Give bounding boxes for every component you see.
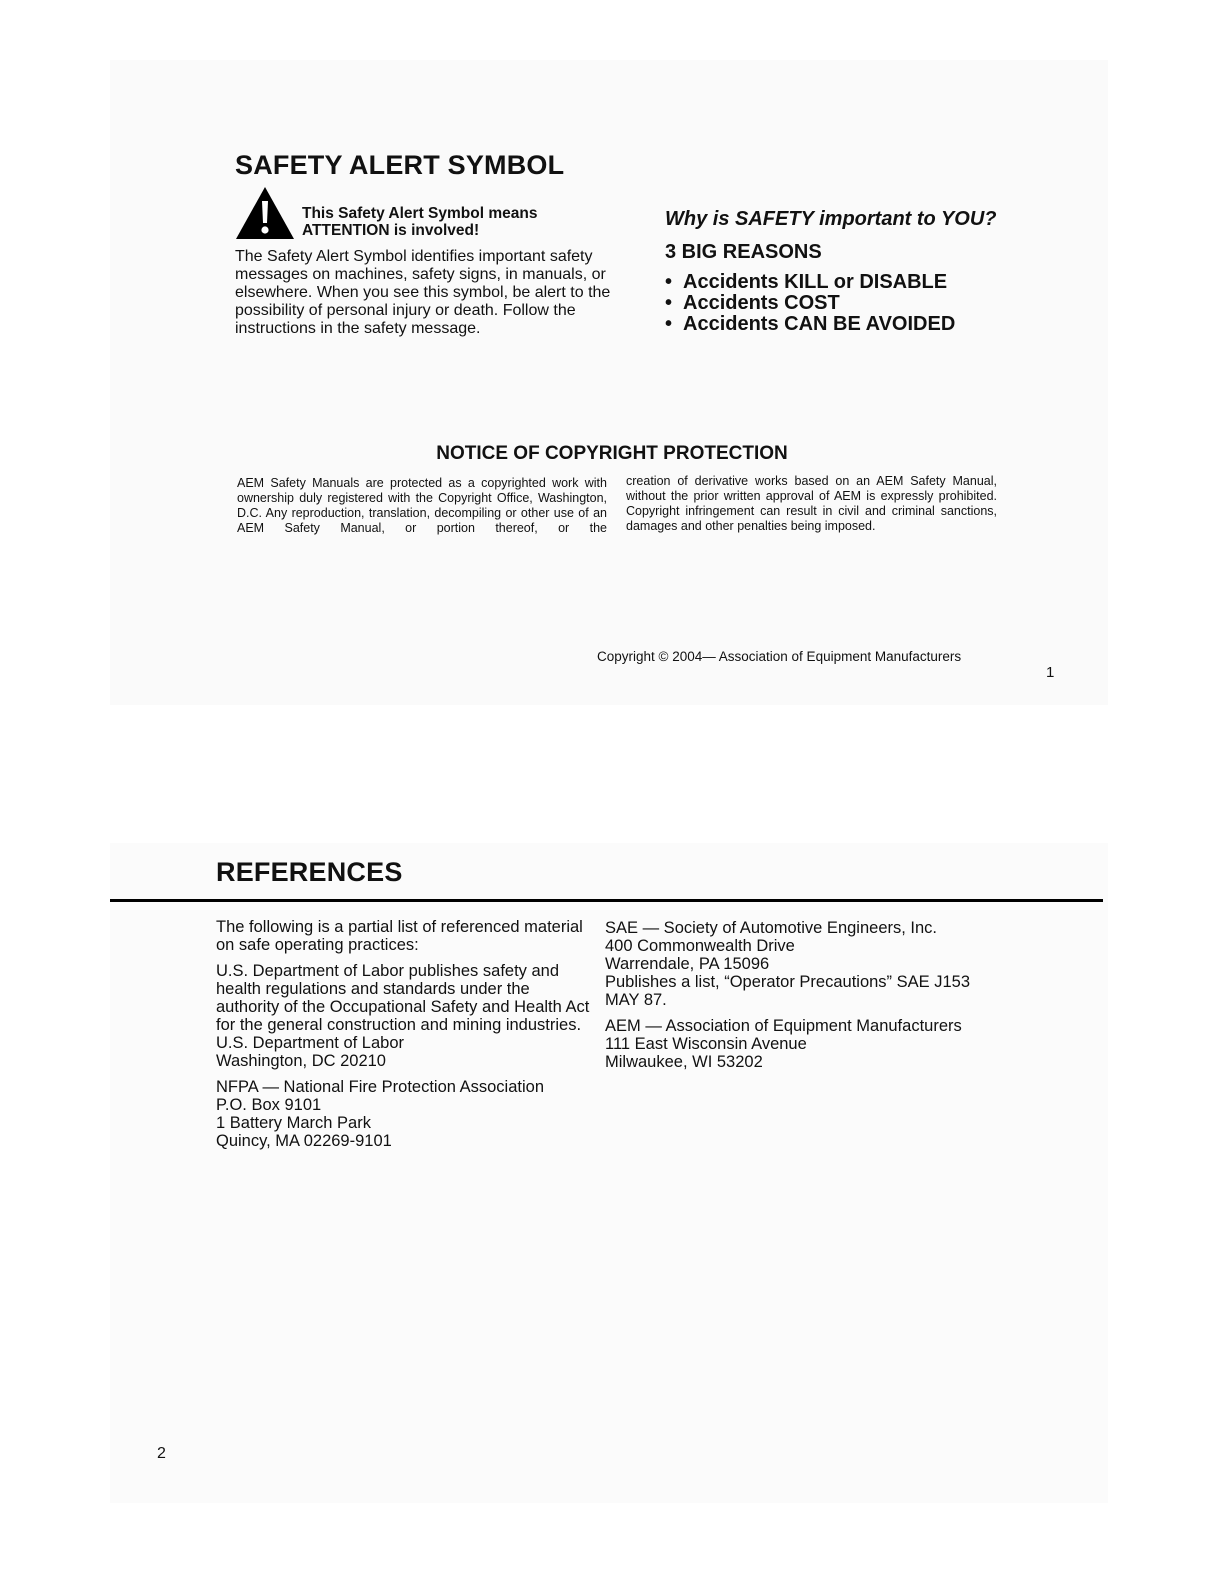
alert-means-line1: This Safety Alert Symbol means [302, 205, 538, 222]
nfpa-line: P.O. Box 9101 [216, 1096, 322, 1114]
nfpa-line: NFPA — National Fire Protection Association [216, 1078, 545, 1096]
dol-description: U.S. Department of Labor publishes safety and health regulations and standards under the authority of the Occupational Safety and Health Act for the general construction and mining industries. [216, 962, 590, 1034]
references-left-column [216, 918, 596, 1158]
aem-line: Milwaukee, WI 53202 [605, 1053, 763, 1071]
nfpa-reference [216, 1078, 596, 1150]
reason-item: • Accidents COST [665, 293, 955, 314]
references-right-column [605, 919, 1005, 1079]
aem-line: 111 East Wisconsin Avenue [605, 1035, 807, 1053]
aem-line: AEM — Association of Equipment Manufacturers [605, 1017, 962, 1035]
dol-address-line: U.S. Department of Labor [216, 1034, 405, 1052]
references-intro: The following is a partial list of referenced material on safe operating practices: [216, 918, 583, 954]
nfpa-line: Quincy, MA 02269-9101 [216, 1132, 392, 1150]
aem-reference [605, 1017, 1005, 1071]
dol-address-line: Washington, DC 20210 [216, 1052, 386, 1070]
sae-publishes: Publishes a list, “Operator Precautions” SAE J153 MAY 87. [605, 973, 971, 1009]
page-number: 2 [157, 1445, 166, 1462]
references-heading: REFERENCES [216, 857, 403, 887]
copyright-line: Copyright © 2004— Association of Equipment Manufacturers [597, 649, 962, 664]
reasons-list [665, 272, 955, 335]
why-safety-heading: Why is SAFETY important to YOU? [665, 208, 997, 230]
big-reasons-subheading: 3 BIG REASONS [665, 241, 822, 263]
alert-means-line2: ATTENTION is involved! [302, 222, 480, 239]
sae-line: 400 Commonwealth Drive [605, 937, 795, 955]
safety-alert-triangle-icon [235, 186, 295, 240]
sae-line: SAE — Society of Automotive Engineers, Inc. [605, 919, 937, 937]
safety-alert-heading: SAFETY ALERT SYMBOL [235, 150, 565, 180]
copyright-notice-left-column: AEM Safety Manuals are protected as a copyrighted work with ownership duly registered with the Copyright Office, Washington, D.C. Any reproduction, translation, decompiling or other use of an AEM Safety Manual, or portion thereof, or the [237, 476, 607, 535]
references-divider [110, 899, 1103, 902]
sae-line: Warrendale, PA 15096 [605, 955, 770, 973]
sae-reference [605, 919, 1005, 1009]
alert-symbol-meaning [302, 205, 592, 239]
reason-item: • Accidents CAN BE AVOIDED [665, 314, 955, 335]
page-number: 1 [1046, 664, 1055, 681]
reason-item: • Accidents KILL or DISABLE [665, 272, 955, 293]
alert-symbol-description: The Safety Alert Symbol identifies important safety messages on machines, safety signs, in manuals, or elsewhere. When you see this symbol, be alert to the possibility of personal injury or death. Follow the instructions in the safety message. [235, 248, 611, 337]
copyright-notice-heading: NOTICE OF COPYRIGHT PROTECTION [436, 443, 788, 464]
dol-reference [216, 962, 596, 1070]
nfpa-line: 1 Battery March Park [216, 1114, 371, 1132]
copyright-notice-right-column: creation of derivative works based on an AEM Safety Manual, without the prior written approval of AEM is expressly prohibited. Copyright infringement can result in civil and criminal sanctions, damages and other penalties being imposed. [626, 474, 997, 533]
